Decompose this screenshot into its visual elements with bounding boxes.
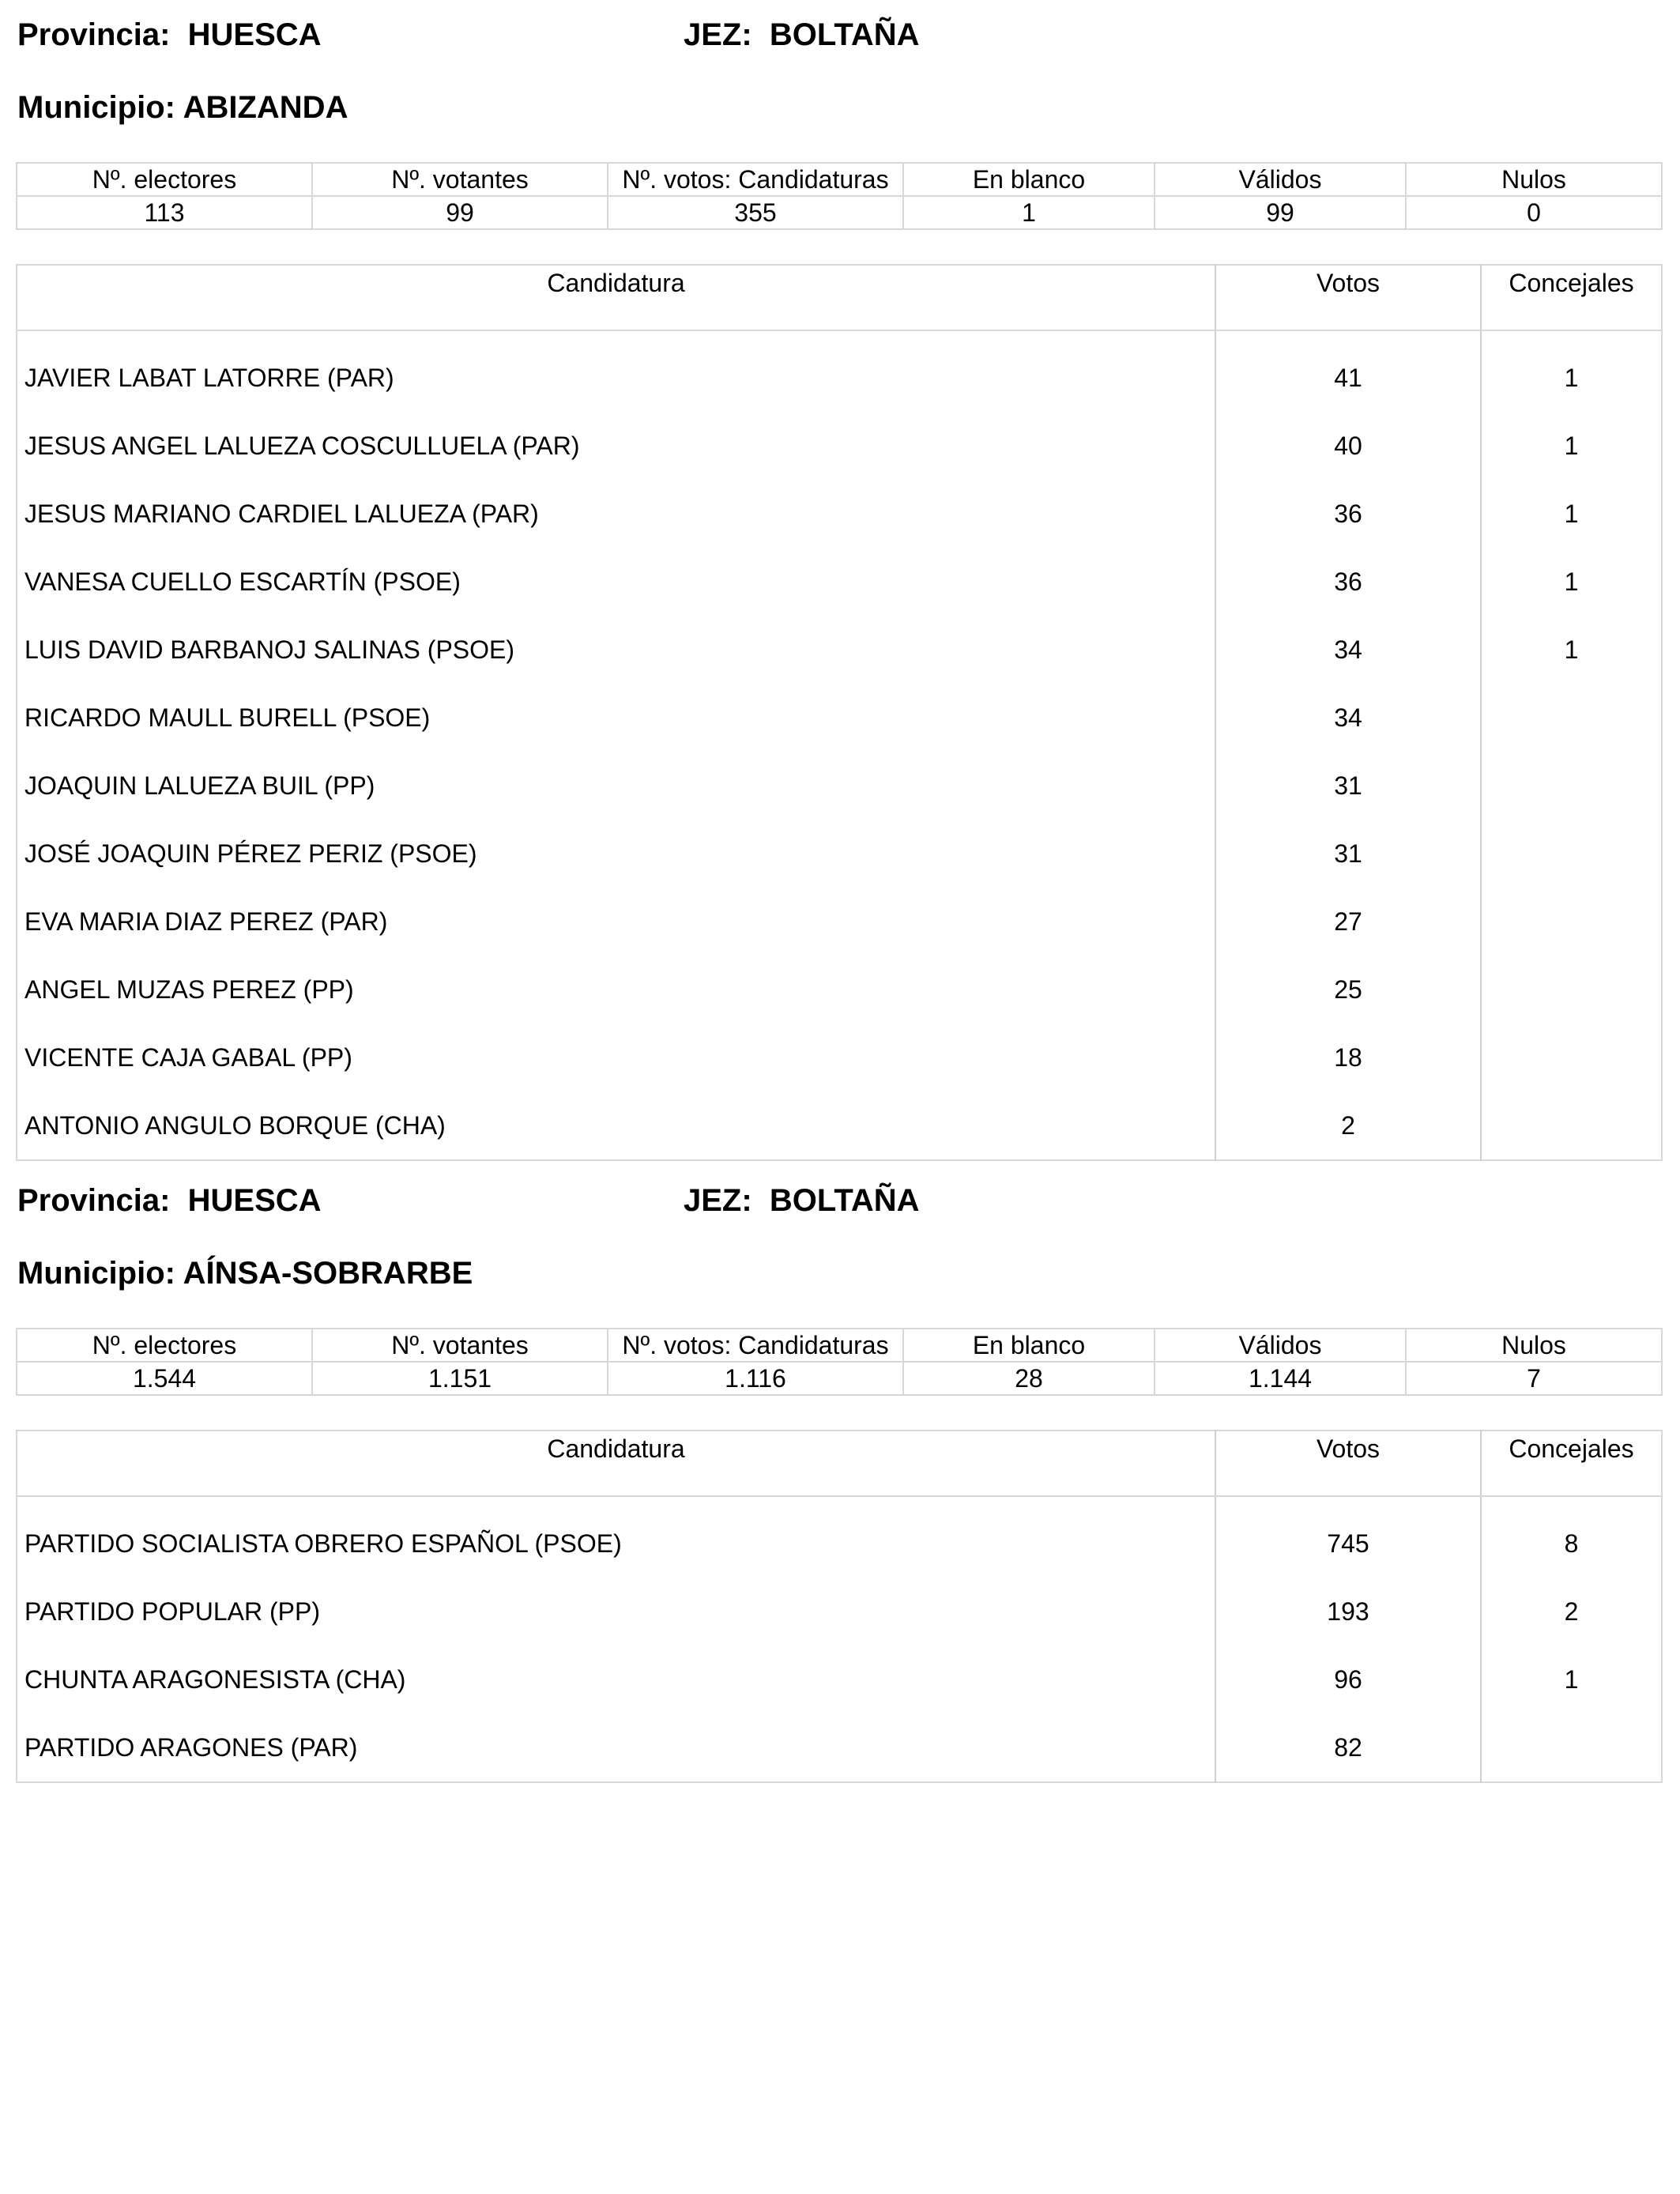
stats-table — [16, 162, 1663, 230]
stats-value-electores: 1.544 — [17, 1362, 312, 1395]
table-row — [17, 616, 1662, 684]
table-row — [17, 820, 1662, 888]
municipio-label: Municipio: AÍNSA-SOBRARBE — [17, 1256, 473, 1291]
table-row — [17, 548, 1662, 616]
candidate-name: JESUS ANGEL LALUEZA COSCULLUELA (PAR) — [24, 431, 580, 460]
candidaturas-table — [16, 264, 1663, 1161]
stats-value-en-blanco: 1 — [903, 196, 1155, 229]
municipio-label: Municipio: ABIZANDA — [17, 90, 348, 125]
header-votos: Votos — [1215, 265, 1481, 330]
candidate-name: PARTIDO ARAGONES (PAR) — [24, 1732, 358, 1762]
candidate-name: LUIS DAVID BARBANOJ SALINAS (PSOE) — [24, 635, 515, 664]
stats-header-electores: Nº. electores — [17, 163, 312, 196]
stats-header-en-blanco: En blanco — [903, 163, 1155, 196]
candidate-concejales: 1 — [1481, 412, 1662, 480]
candidate-name: VICENTE CAJA GABAL (PP) — [24, 1042, 352, 1072]
stats-value-row — [17, 196, 1662, 229]
candidate-concejales: 1 — [1481, 344, 1662, 412]
stats-value-row — [17, 1362, 1662, 1395]
candidate-votos: 193 — [1215, 1578, 1481, 1646]
candidate-concejales: 1 — [1481, 548, 1662, 616]
candidate-name: ANGEL MUZAS PEREZ (PP) — [24, 974, 354, 1004]
candidate-concejales — [1481, 820, 1662, 888]
jez-label: JEZ: BOLTAÑA — [684, 17, 920, 52]
stats-header-row — [17, 1329, 1662, 1362]
candidate-votos: 2 — [1215, 1091, 1481, 1160]
candidate-concejales — [1481, 1023, 1662, 1091]
candidate-name: JAVIER LABAT LATORRE (PAR) — [24, 363, 394, 392]
table-row — [17, 684, 1662, 752]
candidate-name: RICARDO MAULL BURELL (PSOE) — [24, 703, 431, 732]
stats-header-nulos: Nulos — [1406, 163, 1662, 196]
candidaturas-table — [16, 1430, 1663, 1783]
candidate-concejales — [1481, 888, 1662, 956]
candidate-name: JOSÉ JOAQUIN PÉREZ PERIZ (PSOE) — [24, 839, 477, 868]
stats-table — [16, 1328, 1663, 1396]
candidate-concejales: 1 — [1481, 480, 1662, 548]
candidate-concejales — [1481, 752, 1662, 820]
candidate-votos: 41 — [1215, 344, 1481, 412]
stats-value-nulos: 0 — [1406, 196, 1662, 229]
row-spacer — [17, 1496, 1662, 1510]
candidate-concejales: 1 — [1481, 1646, 1662, 1713]
stats-header-votos-candidaturas: Nº. votos: Candidaturas — [608, 1329, 903, 1362]
candidaturas-header-row — [17, 1431, 1662, 1496]
stats-header-votantes: Nº. votantes — [312, 163, 608, 196]
stats-value-en-blanco: 28 — [903, 1362, 1155, 1395]
municipio-section-abizanda — [16, 17, 1661, 1140]
header-candidatura: Candidatura — [17, 265, 1215, 330]
jez-label: JEZ: BOLTAÑA — [684, 1183, 920, 1218]
stats-header-nulos: Nulos — [1406, 1329, 1662, 1362]
candidate-name: VANESA CUELLO ESCARTÍN (PSOE) — [24, 567, 461, 596]
stats-header-validos: Válidos — [1155, 1329, 1406, 1362]
table-row — [17, 1578, 1662, 1646]
candidate-concejales: 2 — [1481, 1578, 1662, 1646]
header-candidatura: Candidatura — [17, 1431, 1215, 1496]
municipio-section-ainsa-sobrarbe — [16, 1183, 1661, 1762]
candidate-name: ANTONIO ANGULO BORQUE (CHA) — [24, 1110, 446, 1140]
table-row — [17, 1646, 1662, 1713]
table-row — [17, 888, 1662, 956]
candidaturas-header-row — [17, 265, 1662, 330]
candidate-concejales: 1 — [1481, 616, 1662, 684]
section-header — [16, 1183, 1661, 1231]
candidate-votos: 27 — [1215, 888, 1481, 956]
table-row — [17, 752, 1662, 820]
candidate-votos: 96 — [1215, 1646, 1481, 1713]
candidate-votos: 34 — [1215, 684, 1481, 752]
stats-header-validos: Válidos — [1155, 163, 1406, 196]
candidate-name: JESUS MARIANO CARDIEL LALUEZA (PAR) — [24, 499, 539, 528]
candidate-votos: 82 — [1215, 1713, 1481, 1782]
provincia-label: Provincia: HUESCA — [17, 1183, 322, 1218]
stats-header-votantes: Nº. votantes — [312, 1329, 608, 1362]
stats-header-votos-candidaturas: Nº. votos: Candidaturas — [608, 163, 903, 196]
candidate-votos: 34 — [1215, 616, 1481, 684]
candidate-concejales — [1481, 684, 1662, 752]
stats-value-nulos: 7 — [1406, 1362, 1662, 1395]
section-header — [16, 17, 1661, 65]
table-row — [17, 956, 1662, 1023]
candidate-name: EVA MARIA DIAZ PEREZ (PAR) — [24, 907, 388, 936]
table-row — [17, 480, 1662, 548]
candidate-name: CHUNTA ARAGONESISTA (CHA) — [24, 1664, 406, 1694]
candidate-concejales — [1481, 1713, 1662, 1782]
candidate-name: JOAQUIN LALUEZA BUIL (PP) — [24, 771, 375, 800]
stats-value-validos: 99 — [1155, 196, 1406, 229]
table-row — [17, 1510, 1662, 1578]
row-spacer — [17, 330, 1662, 344]
candidate-concejales — [1481, 1091, 1662, 1160]
stats-value-validos: 1.144 — [1155, 1362, 1406, 1395]
table-row — [17, 1713, 1662, 1782]
stats-value-votantes: 99 — [312, 196, 608, 229]
table-row — [17, 344, 1662, 412]
header-concejales: Concejales — [1481, 265, 1662, 330]
stats-value-votos-candidaturas: 355 — [608, 196, 903, 229]
candidate-name: PARTIDO SOCIALISTA OBRERO ESPAÑOL (PSOE) — [24, 1529, 622, 1558]
table-row — [17, 1023, 1662, 1091]
stats-value-votantes: 1.151 — [312, 1362, 608, 1395]
candidate-votos: 40 — [1215, 412, 1481, 480]
stats-header-row — [17, 163, 1662, 196]
candidate-votos: 745 — [1215, 1510, 1481, 1578]
stats-header-en-blanco: En blanco — [903, 1329, 1155, 1362]
candidate-votos: 31 — [1215, 752, 1481, 820]
header-concejales: Concejales — [1481, 1431, 1662, 1496]
candidate-concejales — [1481, 956, 1662, 1023]
stats-header-electores: Nº. electores — [17, 1329, 312, 1362]
candidate-votos: 36 — [1215, 548, 1481, 616]
candidate-concejales: 8 — [1481, 1510, 1662, 1578]
candidate-name: PARTIDO POPULAR (PP) — [24, 1596, 320, 1626]
candidate-votos: 36 — [1215, 480, 1481, 548]
stats-value-electores: 113 — [17, 196, 312, 229]
candidate-votos: 31 — [1215, 820, 1481, 888]
candidate-votos: 25 — [1215, 956, 1481, 1023]
table-row — [17, 412, 1662, 480]
stats-value-votos-candidaturas: 1.116 — [608, 1362, 903, 1395]
provincia-label: Provincia: HUESCA — [17, 17, 322, 52]
table-row — [17, 1091, 1662, 1160]
candidate-votos: 18 — [1215, 1023, 1481, 1091]
header-votos: Votos — [1215, 1431, 1481, 1496]
